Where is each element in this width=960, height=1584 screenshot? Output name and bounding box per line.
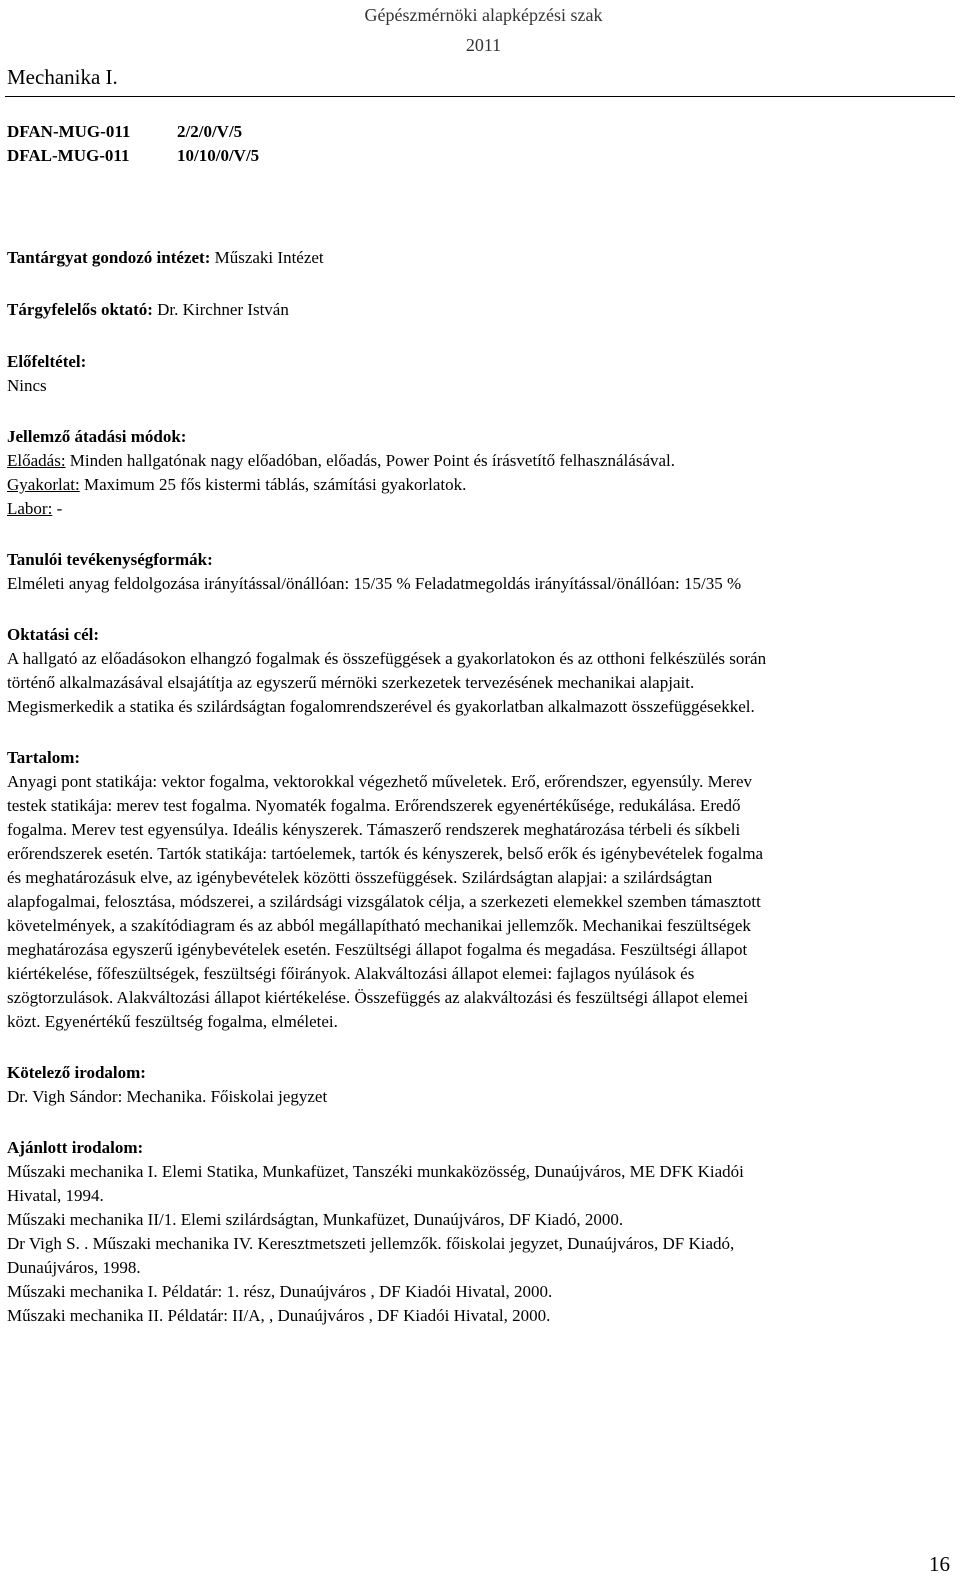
contents-line: meghatározása egyszerű igénybevételek esetén. Feszültségi állapot fogalma és megadása. Feszültségi állapot	[7, 940, 748, 959]
institute-line	[7, 246, 913, 270]
course-code: DFAN-MUG-011	[7, 122, 131, 141]
contents-line: közt. Egyenértékű feszültség fogalma, elméletei.	[7, 1012, 338, 1031]
required-literature-item: Dr. Vigh Sándor: Mechanika. Főiskolai jegyzet	[7, 1087, 328, 1106]
recommended-literature-line: Hivatal, 1994.	[7, 1186, 104, 1205]
recommended-literature-line: Dr Vigh S. . Műszaki mechanika IV. Keresztmetszeti jellemzők. főiskolai jegyzet, Dunaújváros, DF Kiadó,	[7, 1234, 735, 1253]
delivery-item-label: Előadás:	[7, 451, 66, 470]
contents-line: kiértékelése, főfeszültségek, feszültségi főirányok. Alakváltozási állapot elemei: fajlagos nyúlások és	[7, 964, 695, 983]
objective-line: A hallgató az előadásokon elhangzó fogalmak és összefüggések a gyakorlatokon és az otthoni felkészülés során	[7, 649, 767, 668]
course-code-row	[7, 144, 259, 168]
lecturer-line	[7, 298, 913, 322]
recommended-literature-line: Dunaújváros, 1998.	[7, 1258, 141, 1277]
course-code: DFAL-MUG-011	[7, 146, 130, 165]
delivery-item-label: Gyakorlat:	[7, 475, 80, 494]
course-title: Mechanika I.	[7, 65, 118, 89]
course-hours: 2/2/0/V/5	[177, 122, 243, 141]
document-body	[7, 246, 913, 1328]
activities-title: Tanulói tevékenységformák:	[7, 550, 213, 569]
delivery-item-label: Labor:	[7, 499, 53, 518]
contents-line: követelmények, a szakítódiagram és az abból megállapítható mechanikai jellemzők. Mechanikai feszültségek	[7, 916, 751, 935]
course-codes	[7, 120, 259, 168]
recommended-literature-line: Műszaki mechanika I. Elemi Statika, Munkafüzet, Tanszéki munkaközösség, Dunaújváros, ME DFK Kiadói	[7, 1162, 744, 1181]
contents-line: és meghatározásuk elve, az igénybevételek közötti összefüggések. Szilárdságtan alapjai: a szilárdságtan	[7, 868, 713, 887]
recommended-literature-title: Ajánlott irodalom:	[7, 1138, 144, 1157]
contents-title: Tartalom:	[7, 748, 81, 767]
institute-value: Műszaki Intézet	[214, 248, 324, 267]
delivery-title: Jellemző átadási módok:	[7, 427, 187, 446]
program-name: Gépészmérnöki alapképzési szak	[364, 5, 603, 25]
header-program-block	[346, 2, 621, 62]
institute-label: Tantárgyat gondozó intézet:	[7, 248, 211, 267]
course-hours: 10/10/0/V/5	[177, 146, 260, 165]
objective-line: történő alkalmazásával elsajátítja az egyszerű mérnöki szerkezetek tervezésének mechanikai alapjait.	[7, 673, 695, 692]
contents-line: erőrendszerek esetén. Tartók statikája: tartóelemek, tartók és kényszerek, belső erők és igénybevételek fogalma	[7, 844, 764, 863]
contents-line: alapfogalmai, felosztása, módszerei, a szilárdsági vizsgálatok célja, a szerkezeti elemekkel szemben támasztott	[7, 892, 761, 911]
contents-line: fogalma. Merev test egyensúlya. Ideális kényszerek. Támaszerő rendszerek meghatározása térbeli és síkbeli	[7, 820, 741, 839]
program-year: 2011	[465, 35, 502, 55]
activities-text: Elméleti anyag feldolgozása irányítással/önállóan: 15/35 % Feladatmegoldás irányítással/önállóan: 15/35 %	[7, 574, 742, 593]
lecturer-value: Dr. Kirchner István	[157, 300, 289, 319]
lecturer-label: Tárgyfelelős oktató:	[7, 300, 153, 319]
recommended-literature-line: Műszaki mechanika I. Példatár: 1. rész, Dunaújváros , DF Kiadói Hivatal, 2000.	[7, 1282, 553, 1301]
delivery-item-lecture	[7, 449, 913, 473]
page-number: 16	[929, 1552, 950, 1576]
contents-line: szögtorzulások. Alakváltozási állapot kiértékelése. Összefüggés az alakváltozási és feszültségi állapot elemei	[7, 988, 749, 1007]
course-code-row	[7, 120, 259, 144]
contents-line: Anyagi pont statikája: vektor fogalma, vektorokkal végezhető műveletek. Erő, erőrendszer, egyensúly. Merev	[7, 772, 753, 791]
recommended-literature-line: Műszaki mechanika II. Példatár: II/A, , Dunaújváros , DF Kiadói Hivatal, 2000.	[7, 1306, 551, 1325]
prerequisite-title: Előfeltétel:	[7, 352, 87, 371]
recommended-literature-line: Műszaki mechanika II/1. Elemi szilárdságtan, Munkafüzet, Dunaújváros, DF Kiadó, 2000.	[7, 1210, 624, 1229]
required-literature-title: Kötelező irodalom:	[7, 1063, 146, 1082]
delivery-item-lab	[7, 497, 913, 521]
objective-line: Megismerkedik a statika és szilárdságtan fogalomrendszerével és gyakorlatban alkalmazott összefüggésekkel.	[7, 697, 755, 716]
contents-line: testek statikája: merev test fogalma. Nyomaték fogalma. Erőrendszerek egyenértékűsége, redukálása. Eredő	[7, 796, 741, 815]
delivery-item-practice	[7, 473, 913, 497]
delivery-item-text: Minden hallgatónak nagy előadóban, előadás, Power Point és írásvetítő felhasználásával.	[69, 451, 676, 470]
delivery-item-text: -	[56, 499, 63, 518]
page-header	[5, 0, 955, 97]
delivery-item-text: Maximum 25 fős kistermi táblás, számítási gyakorlatok.	[83, 475, 467, 494]
objective-title: Oktatási cél:	[7, 625, 100, 644]
prerequisite-value: Nincs	[7, 376, 47, 395]
